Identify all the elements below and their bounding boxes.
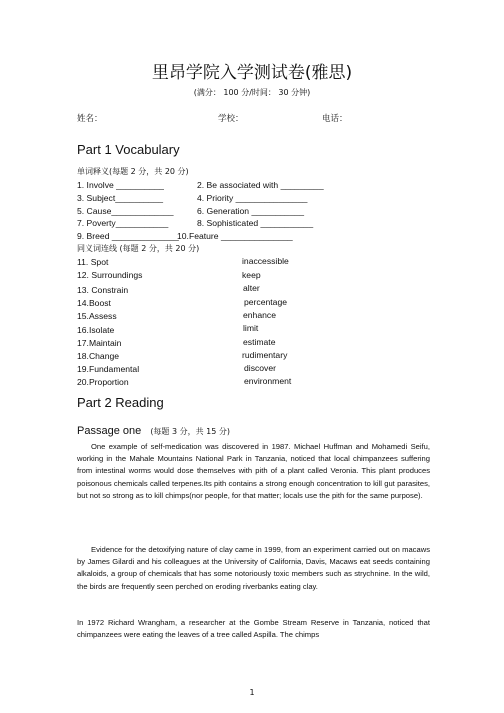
match-left-item: 14.Boost [77,298,111,308]
vocab-item: 4. Priority _______________ [197,193,308,203]
section1-title: 单词释义(每题 2 分，共 20 分) [77,167,189,176]
match-right-item: rudimentary [242,350,288,360]
match-right-item: keep [242,270,261,280]
vocab-item: 2. Be associated with _________ [197,180,324,190]
passage-paragraph: Evidence for the detoxifying nature of clay came in 1999, from an experiment carried out on macaws by James Gilardi and his colleagues at the University of California, Davis, Macaws eat seeds containing alkaloids, a group of chemicals that has some notoriously toxic members such as strychnine. In the wild, the birds are frequently seen perched on eroding riverbanks eating clay. [77,545,430,591]
match-left-item: 20.Proportion [77,377,129,387]
school-label: 学校： [218,114,244,124]
name-label: 姓名： [77,114,103,124]
page-number: 1 [249,688,255,697]
phone-label: 电话： [322,114,348,124]
part1-heading: Part 1 Vocabulary [77,142,180,157]
section2-title: 同义词连线 (每题 2 分，共 20 分) [77,244,200,253]
match-left-item: 13. Constrain [77,285,129,295]
passage-paragraph: One example of self-medication was discovered in 1987. Michael Huffman and Mohamedi Seifu, working in the Mahale Mountains National Park in Tanzania, noticed that local chimpanzees suffering from intestinal worms would dose themselves with pith of a plant called Veronia. This plant produces poisonous chemicals called terpenes.Its pith contains a strong enough concentration to kill gut parasites, but not so strong as to kill chimps(nor people, for that matter; locals use the pith for the same purpose). [77,442,430,500]
match-right-item: discover [244,363,276,373]
page-title: 里昂学院入学测试卷(雅思) [151,63,353,83]
vocab-item: 1. Involve __________ [77,180,164,190]
page-subtitle: (满分： 100 分/时间： 30 分钟) [193,88,311,97]
vocab-item: 6. Generation ___________ [197,206,305,216]
vocab-item: 3. Subject__________ [77,193,164,203]
match-right-item: environment [244,376,292,386]
passage-score: (每题 3 分，共 15 分) [150,427,230,436]
vocab-item: 9. Breed ______________ [77,231,179,241]
passage-title: Passage one [77,425,142,437]
match-right-item: estimate [243,337,276,347]
vocab-item: 8. Sophisticated ___________ [197,218,314,228]
match-right-item: inaccessible [242,256,289,266]
match-right-item: percentage [244,297,288,307]
match-left-item: 11. Spot [77,257,109,267]
vocab-item: 5. Cause_____________ [77,206,174,216]
part2-heading: Part 2 Reading [77,395,164,410]
match-right-item: alter [243,283,260,293]
match-left-item: 18.Change [77,351,120,361]
passage-header [77,419,230,438]
match-right-item: enhance [243,310,276,320]
match-left-item: 12. Surroundings [77,270,143,280]
vocab-item: 10.Feature _______________ [177,231,293,241]
vocab-item: 7. Poverty___________ [77,218,169,228]
match-right-item: limit [243,323,259,333]
match-left-item: 17.Maintain [77,338,122,348]
passage-paragraph: In 1972 Richard Wrangham, a researcher at the Gombe Stream Reserve in Tanzania, noticed that chimpanzees were eating the leaves of a tree called Aspilla. The chimps [77,618,430,640]
match-left-item: 16.Isolate [77,325,115,335]
match-left-item: 19.Fundamental [77,364,140,374]
match-left-item: 15.Assess [77,311,117,321]
